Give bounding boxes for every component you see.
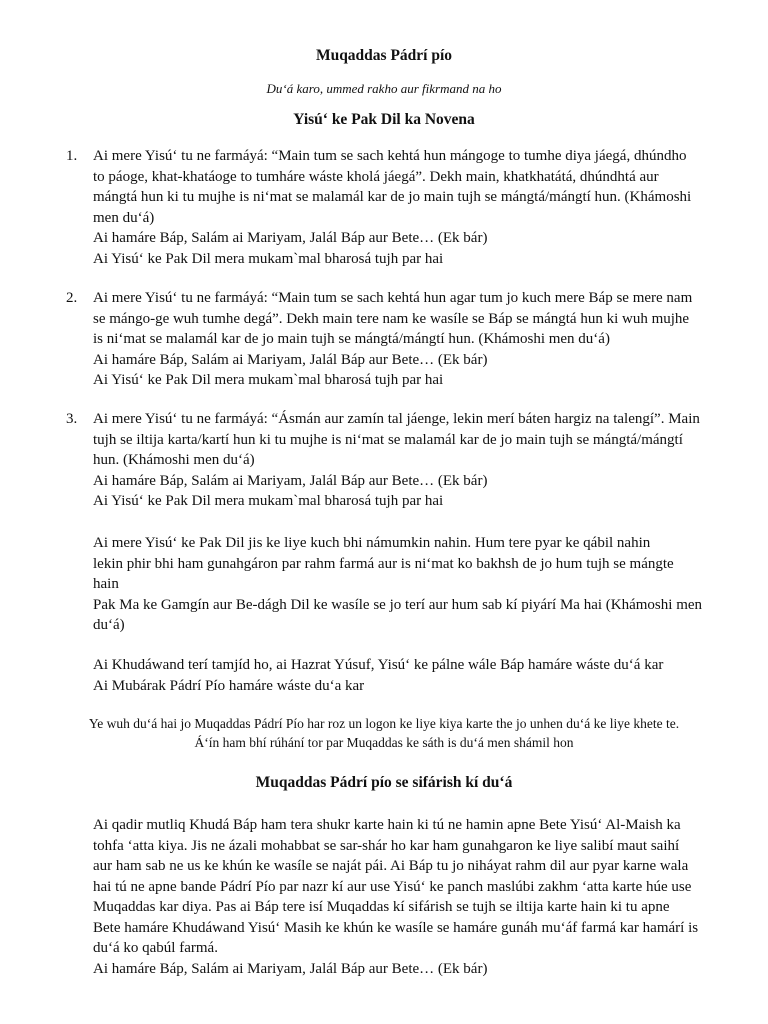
intercession-prayer	[93, 815, 733, 979]
document-subtitle: Du‘á karo, ummed rakho aur fikrmand na ho	[266, 81, 502, 96]
prayer-line: tujh se iltija karta/kartí hun ki tu mujhe is ni‘mat se malamál kar de jo main tujh se mángtá/mángtí	[93, 431, 683, 448]
prayer-line: Ai hamáre Báp, Salám ai Mariyam, Jalál Báp aur Bete… (Ek bár)	[93, 230, 488, 246]
prayer-line: Ai Yisú‘ ke Pak Dil mera mukam`mal bharosá tujh par hai	[93, 250, 444, 267]
prayer-line: Muqaddas kar diya. Pas ai Báp tere isí Muqaddas kí sifárish se tujh se iltija karte hain ki tu apne	[93, 899, 670, 915]
invocation-prayer	[93, 655, 733, 696]
sacred-heart-prayer	[93, 533, 733, 636]
prayer-line: Ai mere Yisú‘ tu ne farmáyá: “Main tum se sach kehtá hun agar tum jo kuch mere Báp se mere nam	[93, 290, 693, 306]
prayer-line: du‘á)	[93, 617, 125, 633]
prayer-line: hain	[93, 576, 119, 592]
prayer-number: 3.	[66, 411, 78, 427]
prayer-line: Ai Yisú‘ ke Pak Dil mera mukam`mal bharosá tujh par hai	[93, 493, 444, 509]
prayer-line: men du‘á)	[93, 209, 155, 226]
novena-prayer-2	[66, 288, 730, 391]
prayer-line: tohfa ‘atta kiya. Jis ne ázali mohabbat se sar-shár ho kar ham gunahgaron ke liye salibí maut saihí	[93, 837, 680, 854]
prayer-line: to páoge, khat-khatáoge to tumháre wáste kholá jáegá”. Dekh main, khatkhatátá, dhúndhtá aur	[93, 168, 659, 185]
prayer-line: Ai hamáre Báp, Salám ai Mariyam, Jalál Báp aur Bete… (Ek bár)	[93, 472, 488, 489]
prayer-line: hun. (Khámoshi men du‘á)	[93, 452, 255, 468]
prayer-line: Ai Mubárak Pádrí Pío hamáre wáste du‘a kar	[93, 677, 365, 694]
note-line: Á‘ín ham bhí rúhání tor par Muqaddas ke sáth is du‘á men shámil hon	[194, 735, 574, 750]
prayer-line: Ai Yisú‘ ke Pak Dil mera mukam`mal bharosá tujh par hai	[93, 372, 444, 388]
prayer-line: Ai hamáre Báp, Salám ai Mariyam, Jalál Báp aur Bete… (Ek bár)	[93, 351, 488, 368]
prayer-line: is ni‘mat se malamál kar de jo main tujh se mángtá/mángtí hun. (Khámoshi men du‘á)	[93, 331, 610, 347]
prayer-line: Ai qadir mutliq Khudá Báp ham tera shukr karte hain ki tú ne hamin apne Bete Yisú‘ Al-Maish ka	[93, 817, 681, 833]
prayer-line: Pak Ma ke Gamgín aur Be-dágh Dil ke wasíle se jo terí aur hum sab kí piyárí Ma hai (Khámoshi men	[93, 596, 703, 613]
novena-heading: Yisú‘ ke Pak Dil ka Novena	[293, 111, 475, 128]
prayer-line: Ai mere Yisú‘ ke Pak Dil jis ke liye kuch bhi námumkin nahin. Hum tere pyar ke qábil nahin	[93, 535, 651, 551]
prayer-number: 2.	[66, 290, 78, 306]
novena-prayer-1	[66, 146, 730, 269]
prayer-line: Ai mere Yisú‘ tu ne farmáyá: “Main tum se sach kehtá hun mángoge to tumhe diya jáegá, dhúndho	[93, 148, 687, 164]
intercession-heading: Muqaddas Pádrí pío se sifárish kí du‘á	[255, 774, 513, 791]
prayer-line: Ai hamáre Báp, Salám ai Mariyam, Jalál Báp aur Bete… (Ek bár)	[93, 960, 488, 977]
prayer-line: lekin phir bhi ham gunahgáron par rahm farmá aur is ni‘mat ko bakhsh de jo hum tujh se mángte	[93, 555, 674, 572]
prayer-number: 1.	[66, 148, 78, 164]
novena-prayer-3	[66, 409, 730, 512]
prayer-line: Ai Khudáwand terí tamjíd ho, ai Hazrat Yúsuf, Yisú‘ ke pálne wále Báp hamáre wáste du‘á kar	[93, 657, 664, 673]
prayer-line: hai tú ne apne bande Pádrí Pío par nazr kí aur use Yisú‘ ke panch maslúbi zakhm ‘atta karte húe use	[93, 878, 692, 895]
prayer-line: aur ham sab ne us ke khún ke wasíle se naját pái. Ai Báp tu jo niháyat rahm dil aur pyar karne wala	[93, 858, 689, 874]
explanatory-note	[0, 714, 768, 752]
prayer-line: Bete hamáre Khudáwand Yisú‘ Masih ke khún ke wasíle se hamáre gunáh mu‘áf farmá kar hamárí is	[93, 919, 699, 936]
prayer-line: Ai mere Yisú‘ tu ne farmáyá: “Ásmán aur zamín tal jáenge, lekin merí báten hargiz na talengí”. Main	[93, 411, 700, 427]
note-line: Ye wuh du‘á hai jo Muqaddas Pádrí Pío har roz un logon ke liye kiya karte the jo unhen du‘á ke liye khete te.	[88, 716, 680, 731]
prayer-line: du‘á ko qabúl farmá.	[93, 940, 218, 956]
prayer-line: se mángo-ge wuh tumhe degá”. Dekh main tere nam ke wasíle se Báp se mángtá hun ki wuh mujhe	[93, 310, 690, 327]
prayer-line: mángtá hun ki tu mujhe is ni‘mat se malamál kar de jo main tujh se mángtá/mángtí hun. (Khámoshi	[93, 189, 692, 205]
document-title: Muqaddas Pádrí pío	[315, 47, 453, 64]
